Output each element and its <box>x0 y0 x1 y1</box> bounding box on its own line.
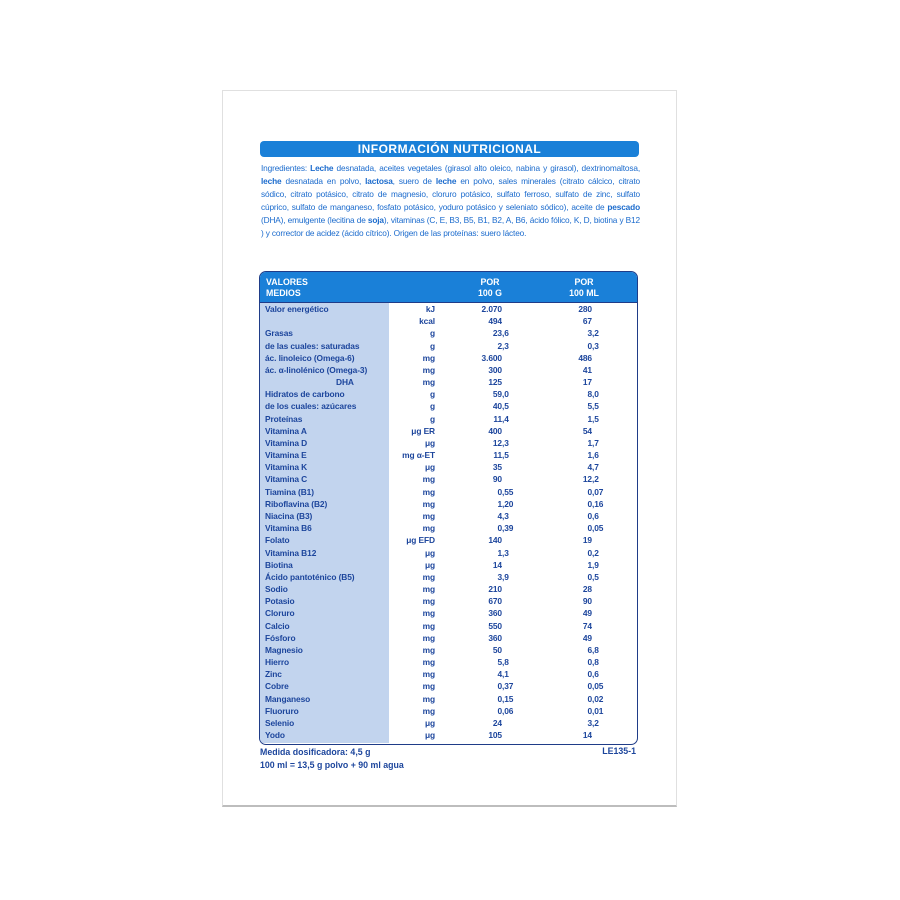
row-value-100ml: 74 <box>582 620 592 631</box>
row-label: Vitamina C <box>265 474 308 485</box>
row-unit: mg <box>422 364 435 375</box>
row-label: Yodo <box>265 730 285 741</box>
row-value-100ml: 49 <box>582 632 592 643</box>
row-unit: mg <box>422 486 435 497</box>
row-value-100ml: 5 ,5 <box>587 401 599 412</box>
row-label: Cobre <box>265 681 289 692</box>
table-row <box>260 340 637 352</box>
row-value-100ml: 0 ,01 <box>587 705 604 716</box>
row-value-100ml: 67 <box>582 316 592 327</box>
row-unit: mg <box>422 620 435 631</box>
row-unit: mg <box>422 632 435 643</box>
row-value-100g: 105 <box>488 730 502 741</box>
row-value-100ml: 1 ,7 <box>587 437 599 448</box>
nutrition-title-bar: INFORMACIÓN NUTRICIONAL <box>260 141 639 157</box>
table-row <box>260 352 637 364</box>
table-row <box>260 510 637 522</box>
row-value-100g: 400 <box>488 425 502 436</box>
nutrition-table <box>259 271 638 745</box>
row-value-100ml: 17 <box>582 377 592 388</box>
row-value-100ml: 0 ,16 <box>587 498 604 509</box>
row-unit: mg <box>422 644 435 655</box>
row-value-100g: 0 ,15 <box>497 693 514 704</box>
nutrition-table-body <box>260 303 637 743</box>
row-value-100g: 59 ,0 <box>492 389 509 400</box>
row-value-100ml: 3 ,2 <box>587 717 599 728</box>
row-value-100g: 12 ,3 <box>492 437 509 448</box>
row-value-100g: 2.070 <box>481 304 502 315</box>
row-unit: μg <box>424 717 435 728</box>
row-value-100g: 5 ,8 <box>497 657 509 668</box>
row-value-100g: 11 ,5 <box>493 450 509 461</box>
row-label: Niacina (B3) <box>265 511 313 521</box>
table-row <box>260 546 637 558</box>
table-row <box>260 644 637 656</box>
row-unit: mg <box>422 474 435 485</box>
row-label: Riboflavina (B2) <box>265 498 328 509</box>
table-row <box>260 632 637 644</box>
row-label: de las cuales: saturadas <box>265 340 360 351</box>
row-value-100g: 3.600 <box>481 352 502 363</box>
row-value-100g: 4 ,1 <box>497 669 509 680</box>
row-label: Vitamina B6 <box>265 523 312 534</box>
row-label: Hidratos de carbono <box>265 389 345 400</box>
table-row <box>260 607 637 619</box>
row-value-100g: 210 <box>488 584 502 595</box>
table-row <box>260 693 637 705</box>
row-unit: kJ <box>425 304 435 315</box>
row-label: Sodio <box>265 584 288 595</box>
row-value-100ml: 6 ,8 <box>587 644 599 655</box>
table-row <box>260 668 637 680</box>
row-label: Proteínas <box>265 413 303 424</box>
row-unit: mg <box>422 596 435 607</box>
row-unit: mg <box>422 498 435 509</box>
table-row <box>260 473 637 485</box>
row-value-100g: 40 ,5 <box>492 401 509 412</box>
table-row <box>260 449 637 461</box>
row-value-100ml: 280 <box>578 304 592 315</box>
row-value-100ml: 486 <box>578 352 592 363</box>
table-row <box>260 559 637 571</box>
row-value-100g: 4 ,3 <box>497 511 509 521</box>
row-value-100ml: 0 ,5 <box>587 571 599 582</box>
table-row <box>260 705 637 717</box>
row-value-100ml: 0 ,02 <box>587 693 604 704</box>
row-label: Tiamina (B1) <box>265 486 314 497</box>
row-value-100g: 11 ,4 <box>493 413 509 424</box>
dosing-line-1: Medida dosificadora: 4,5 g <box>260 747 371 757</box>
row-label: Vitamina A <box>265 425 307 436</box>
row-unit: g <box>429 413 435 424</box>
row-value-100g: 125 <box>488 377 502 388</box>
header-por-100ml: POR 100 ML <box>569 277 599 298</box>
row-value-100ml: 4 ,7 <box>587 462 599 473</box>
row-unit: mg <box>422 657 435 668</box>
row-value-100ml: 28 <box>582 584 592 595</box>
table-row <box>260 680 637 692</box>
header-valores-medios: VALORES MEDIOS <box>266 277 308 298</box>
row-value-100ml: 0 ,2 <box>587 547 599 558</box>
product-code: LE135-1 <box>602 746 636 756</box>
row-value-100ml: 0 ,05 <box>587 523 604 534</box>
row-value-100ml: 1 ,9 <box>587 559 599 570</box>
row-value-100g: 360 <box>488 608 502 619</box>
table-row <box>260 364 637 376</box>
row-label: Magnesio <box>265 644 303 655</box>
table-row <box>260 315 637 327</box>
table-row <box>260 595 637 607</box>
ingredients-text: Ingredientes: Leche desnatada, aceites vegetales (girasol alto oleico, nabina y girasol), dextrinomaltosa, leche desnatada en polvo, lactosa, suero de leche en polvo, sales minerales (citrato cálcico, citrato sódico, citrato potásico, citrato de magnesio, cloruro potásico, sulfato ferroso, sulfato de zinc, sulfato cúprico, sulfato de manganeso, fosfato potásico, yoduro potásico y seleniato sódico), aceite de pescado (DHA), emulgente (lecitina de soja), vitaminas (C, E, B3, B5, B1, B2, A, B6, ácido fólico, K, D, biotina y B12 ) y corrector de acidez (ácido cítrico). Origen de las proteínas: suero lácteo. <box>261 163 640 238</box>
row-unit: mg <box>422 523 435 534</box>
table-row <box>260 376 637 388</box>
table-row <box>260 461 637 473</box>
row-unit: mg <box>422 571 435 582</box>
row-unit: mg <box>422 705 435 716</box>
table-row <box>260 571 637 583</box>
table-row <box>260 498 637 510</box>
row-label: Vitamina E <box>265 450 307 461</box>
row-label: de los cuales: azúcares <box>265 401 357 412</box>
header-por-100g: POR 100 G <box>478 277 502 298</box>
row-label: Biotina <box>265 559 293 570</box>
row-unit: μg <box>424 437 435 448</box>
row-label: Cloruro <box>265 608 295 619</box>
row-value-100g: 1 ,3 <box>497 547 509 558</box>
row-value-100ml: 0 ,8 <box>587 657 599 668</box>
row-value-100g: 1 ,20 <box>497 498 514 509</box>
row-value-100ml: 90 <box>582 596 592 607</box>
table-row <box>260 437 637 449</box>
row-value-100g: 550 <box>488 620 502 631</box>
table-row <box>260 400 637 412</box>
row-label: Calcio <box>265 620 290 631</box>
row-unit: g <box>429 389 435 400</box>
row-unit: mg <box>422 693 435 704</box>
row-value-100g: 0 ,39 <box>497 523 514 534</box>
row-value-100g: 35 <box>492 462 502 473</box>
table-row <box>260 486 637 498</box>
table-row <box>260 729 637 741</box>
row-unit: mg <box>422 584 435 595</box>
table-row <box>260 717 637 729</box>
row-value-100ml: 0 ,05 <box>587 681 604 692</box>
row-value-100ml: 1 ,5 <box>587 413 599 424</box>
dosing-line-2: 100 ml = 13,5 g polvo + 90 ml agua <box>260 759 404 770</box>
row-label: Vitamina B12 <box>265 547 317 558</box>
row-unit: μg EFD <box>406 535 435 546</box>
table-row <box>260 522 637 534</box>
row-label: Fósforo <box>265 632 296 643</box>
table-row <box>260 656 637 668</box>
header-unit-spacer <box>389 272 439 302</box>
row-value-100g: 494 <box>488 316 502 327</box>
row-value-100ml: 3 ,2 <box>587 328 599 339</box>
row-value-100ml: 8 ,0 <box>587 389 599 400</box>
table-header-row <box>260 272 637 303</box>
row-value-100ml: 0 ,07 <box>587 486 604 497</box>
row-unit: g <box>429 340 435 351</box>
row-value-100g: 14 <box>492 559 502 570</box>
row-unit: mg <box>422 352 435 363</box>
row-value-100g: 3 ,9 <box>497 571 509 582</box>
row-label: Vitamina D <box>265 437 308 448</box>
row-value-100g: 23 ,6 <box>492 328 509 339</box>
row-value-100ml: 1 ,6 <box>587 450 599 461</box>
row-unit: μg ER <box>411 425 435 436</box>
row-label: Hierro <box>265 657 290 668</box>
row-value-100ml: 0 ,3 <box>587 340 599 351</box>
row-value-100g: 0 ,55 <box>497 486 514 497</box>
row-unit: μg <box>424 559 435 570</box>
row-value-100ml: 0 ,6 <box>587 669 599 680</box>
row-label: Ácido pantoténico (B5) <box>265 571 355 582</box>
table-row <box>260 413 637 425</box>
row-unit: mg <box>422 377 435 388</box>
row-unit: mg α-ET <box>402 450 435 461</box>
row-value-100g: 2 ,3 <box>497 340 509 351</box>
row-unit: g <box>429 328 435 339</box>
table-row <box>260 534 637 546</box>
row-value-100g: 140 <box>488 535 502 546</box>
row-unit: mg <box>422 511 435 521</box>
package-panel <box>222 90 677 807</box>
row-value-100ml: 19 <box>582 535 592 546</box>
row-unit: mg <box>422 608 435 619</box>
row-value-100ml: 49 <box>582 608 592 619</box>
row-value-100ml: 54 <box>582 425 592 436</box>
table-row <box>260 619 637 631</box>
table-row <box>260 425 637 437</box>
row-value-100ml: 0 ,6 <box>587 511 599 521</box>
row-value-100g: 360 <box>488 632 502 643</box>
row-label: Zinc <box>265 669 282 680</box>
row-unit: μg <box>424 462 435 473</box>
row-value-100g: 670 <box>488 596 502 607</box>
row-unit: kcal <box>419 316 435 327</box>
table-row <box>260 583 637 595</box>
row-value-100g: 24 <box>492 717 502 728</box>
row-value-100g: 300 <box>488 364 502 375</box>
row-unit: mg <box>422 669 435 680</box>
table-row <box>260 388 637 400</box>
row-label: Valor energético <box>265 304 329 315</box>
row-value-100g: 0 ,06 <box>497 705 514 716</box>
dosing-info <box>260 746 404 771</box>
row-label: DHA <box>336 377 354 388</box>
row-value-100g: 0 ,37 <box>497 681 514 692</box>
row-value-100g: 50 <box>492 644 502 655</box>
row-unit: g <box>429 401 435 412</box>
row-label: Folato <box>265 535 290 546</box>
row-label: Fluoruro <box>265 705 299 716</box>
row-value-100ml: 12 ,2 <box>582 474 599 485</box>
row-unit: mg <box>422 681 435 692</box>
row-value-100ml: 41 <box>582 364 592 375</box>
row-label: Grasas <box>265 328 293 339</box>
table-row <box>260 327 637 339</box>
row-label: ác. linoleico (Omega-6) <box>265 352 355 363</box>
table-row <box>260 303 637 315</box>
row-label: Manganeso <box>265 693 311 704</box>
row-unit: μg <box>424 547 435 558</box>
row-unit: μg <box>424 730 435 741</box>
row-label: ác. α-linolénico (Omega-3) <box>265 364 368 375</box>
row-value-100g: 90 <box>492 474 502 485</box>
row-label: Selenio <box>265 717 295 728</box>
row-value-100ml: 14 <box>582 730 592 741</box>
row-label: Vitamina K <box>265 462 308 473</box>
row-label: Potasio <box>265 596 295 607</box>
